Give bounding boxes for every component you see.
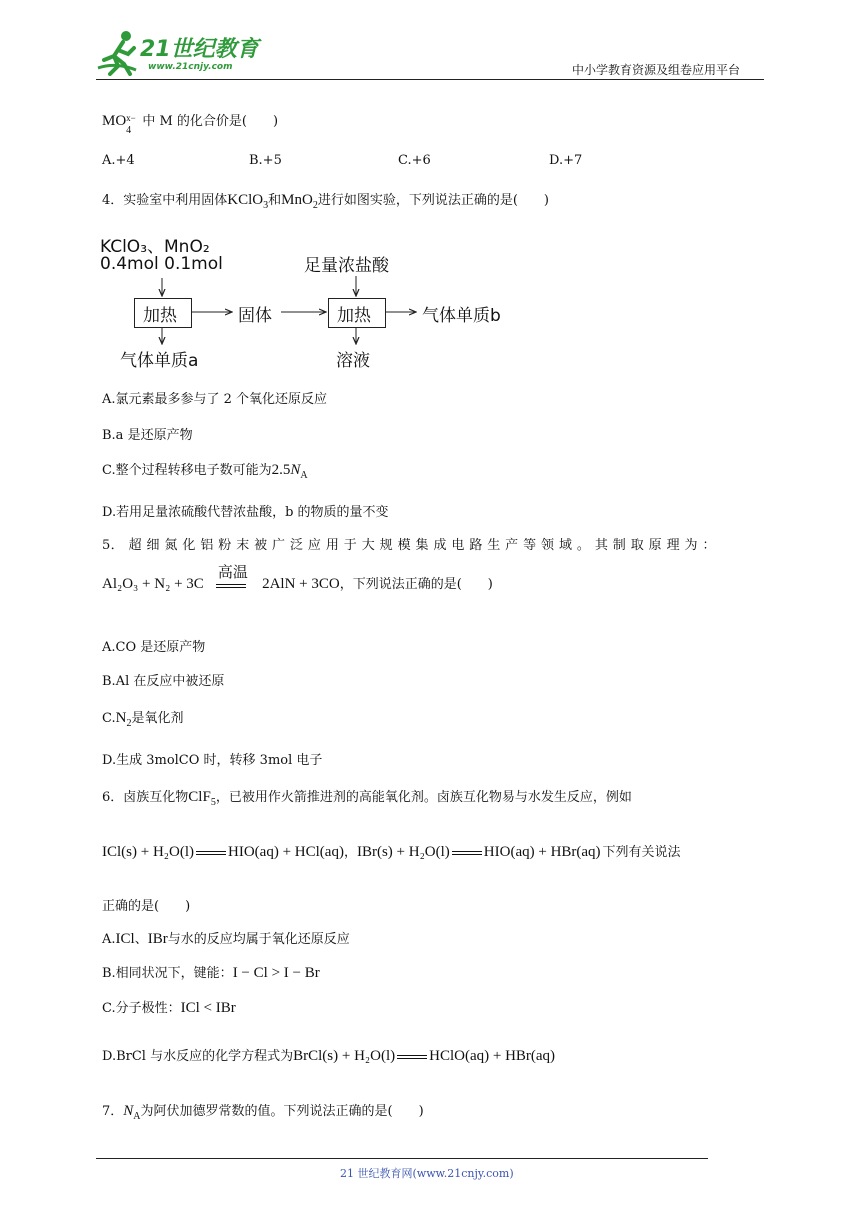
diagram-heat-2: 加热 [337,306,371,326]
q3-stem [102,110,279,136]
q6-option-c[interactable]: C.分子极性：ICl < IBr [102,1000,236,1016]
q6-equations: ICl(s) + H₂O(l) HIO(aq) + HCl(aq)，IBr(s) + H₂O(l) HIO(aq) + HBr(aq) 下列有关说法 [102,844,681,860]
footer-text: 21 世纪教育网(www.21cnjy.com) [340,1167,514,1180]
question-7: 7．$N_A$为阿伏加德罗常数的值。下列说法正确的是( ) [102,1103,424,1122]
diagram-arrows [96,226,536,376]
q6-option-a[interactable]: A.ICl、IBr与水的反应均属于氧化还原反应 [102,931,350,947]
diagram-heat-1: 加热 [143,306,177,326]
q3-stem-text: 中 M 的化合价是( ) [142,114,279,129]
diagram-gas-b: 气体单质b [422,306,501,326]
q6-stem: 6．卤族互化物ClF$_5$，已被用作火箭推进剂的高能氧化剂。卤族互化物易与水发生反应，例如 [102,789,632,808]
q6-stem-cont: 正确的是( ) [102,899,191,914]
diagram-amounts: 0.4mol 0.1mol [100,254,223,274]
q5-option-c[interactable]: $C.N_2$是氧化剂 [102,710,184,729]
q4-option-b[interactable]: B.a 是还原产物 [102,428,193,443]
q3-option-b[interactable]: B.+5 [249,153,282,168]
q6-option-d[interactable]: D.BrCl 与水反应的化学方程式为BrCl(s) + H₂O(l) HClO(aq) + HBr(aq) [102,1048,556,1064]
platform-label: 中小学教育资源及组卷应用平台 [572,63,741,77]
q4-flow-diagram [96,226,536,376]
runner-logo-icon [96,30,144,76]
q5-option-b[interactable]: B.Al 在反应中被还原 [102,674,225,689]
q3-option-d[interactable]: D.+7 [549,153,583,168]
logo [96,30,261,78]
q5-option-a[interactable]: A.CO 是还原产物 [102,640,206,655]
q5-option-d[interactable]: D.生成 3molCO 时，转移 3mol 电子 [102,753,323,768]
footer-rule [96,1158,708,1159]
q4-stem: 4．实验室中利用固体KClO$_3$和MnO$_2$进行如图实验，下列说法正确的是( ) [102,192,549,211]
q5-equation: Al₂O₃ + N₂ + 3C 高温 2AlN + 3CO，下列说法正确的是( ) [102,562,493,592]
q3-option-c[interactable]: C.+6 [398,153,431,168]
diagram-solution: 溶液 [336,351,370,371]
q3-option-a[interactable]: A.+4 [102,153,135,168]
diagram-reactants: KClO₃、MnO₂ [100,237,210,257]
logo-url: www.21cnjy.com [148,62,233,72]
header-rule [96,79,764,80]
diagram-acid: 足量浓盐酸 [304,256,389,276]
q4-option-a[interactable]: A.氯元素最多参与了 2 个氧化还原反应 [102,392,328,407]
q4-option-d[interactable]: D.若用足量浓硫酸代替浓盐酸，b 的物质的量不变 [102,505,389,520]
q5-stem: 5． 超 细 氮 化 铝 粉 末 被 广 泛 应 用 于 大 规 模 集 成 电 路 生 产 等 领 域 。 其 制 取 原 理 为 ： [102,538,716,553]
q6-option-b[interactable]: B.相同状况下，键能：I − Cl > I − Br [102,965,320,981]
logo-text: 21世纪教育 [140,37,259,62]
diagram-solid: 固体 [238,306,272,326]
q3-formula: MO x− 4 [102,113,136,136]
diagram-gas-a: 气体单质a [120,351,199,371]
q4-option-c[interactable]: C.整个过程转移电子数可能为$2.5N_A$ [102,462,308,481]
